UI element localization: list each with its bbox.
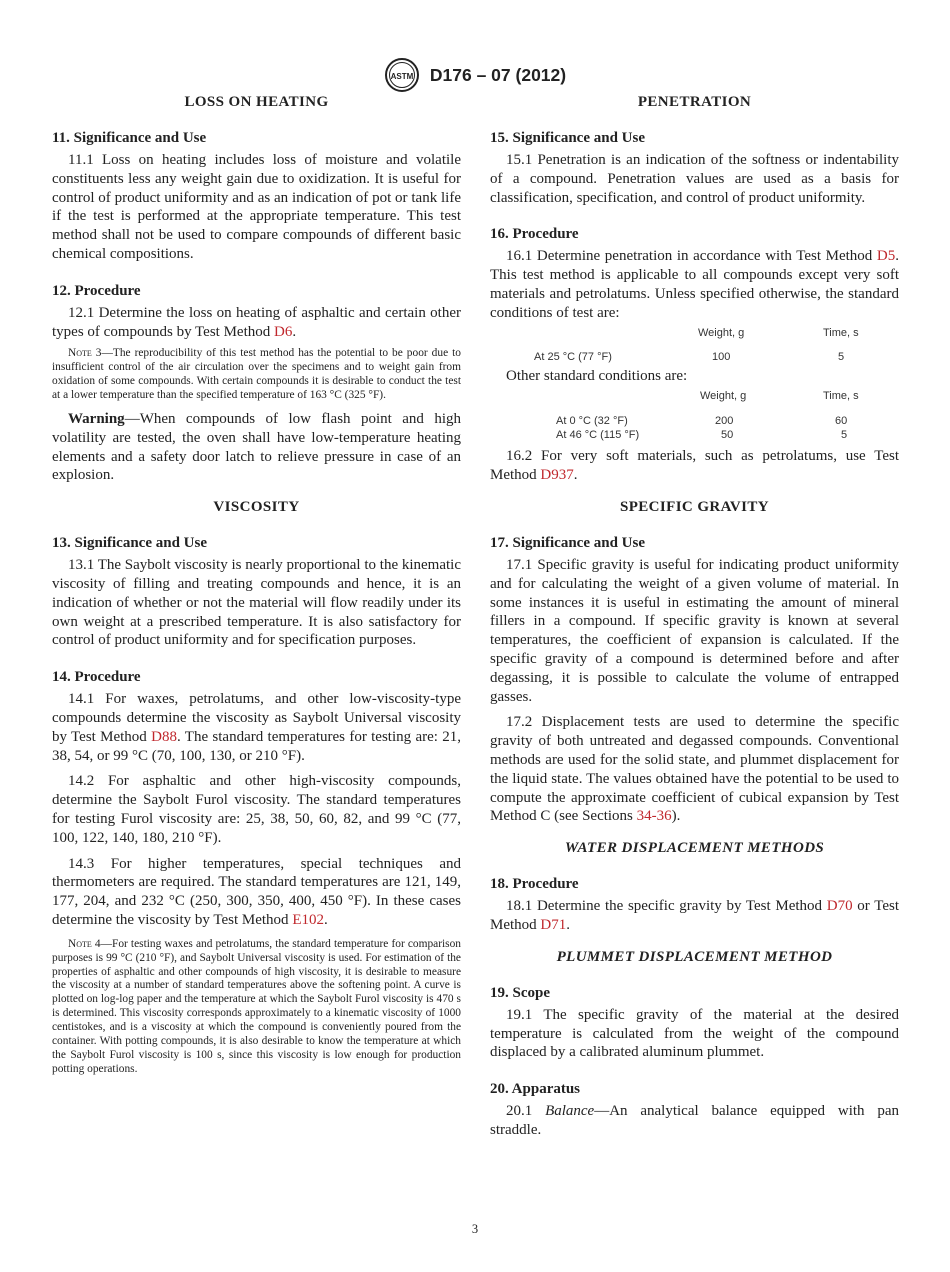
para-19-1: 19.1 The specific gravity of the material at the desired temperature is calculated from the weight of the compound displaced by a calibrated aluminum plummet. xyxy=(490,1006,899,1061)
link-d70[interactable]: D70 xyxy=(826,898,853,915)
link-d88[interactable]: D88 xyxy=(151,728,177,745)
table2-row1-time: 60 xyxy=(835,415,848,428)
para-14-1: 14.1 For waxes, petrolatums, and other low-viscosity-type compounds determine the viscosity as Saybolt Universal viscosity by Test Method D88. The standard temperatures for testing are: 21, 38, 54, or 99 °C (70, 100, 130, or 210 °F). xyxy=(52,691,462,764)
warning-paragraph: Warning—When compounds of low flash point and high volatility are tested, the oven shall have low-temperature heating elements and a safety door latch to relieve pressure in case of an explosion. xyxy=(52,411,461,484)
para-17-2: 17.2 Displacement tests are used to determine the specific gravity of both untreated and degassed compounds. Conventional methods are used for the solid state, and plummet displacement for the liquid state. The values obtained have the potential to be used to compute the approximate coefficient of cubical expansion by Test Method C (see Sections 34-36). xyxy=(490,714,899,825)
para-16-2: 16.2 For very soft materials, such as petrolatums, use Test Method D937. xyxy=(490,448,899,484)
para-15-1: 15.1 Penetration is an indication of the softness or indentability of a compound. Penetration values are used as a basis for classification, specification, and control of product uniformity. xyxy=(490,152,899,206)
section-title-water-displacement: WATER DISPLACEMENT METHODS xyxy=(564,840,825,857)
table2-row1-weight: 200 xyxy=(715,415,734,428)
para-13-1: 13.1 The Saybolt viscosity is nearly proportional to the kinematic viscosity of filling and treating compounds and hence, it is an indication of whether or not the material will flow readily under its own weight at a prescribed temperature. It is also satisfactory for control of product uniformity and for specification purposes. xyxy=(52,557,461,649)
heading-19: 19. Scope xyxy=(490,984,550,1001)
page-number: 3 xyxy=(471,1222,479,1236)
table1-row-weight: 100 xyxy=(712,350,731,363)
table2-row2-weight: 50 xyxy=(721,429,734,442)
link-d5[interactable]: D5 xyxy=(876,248,896,265)
heading-15: 15. Significance and Use xyxy=(490,130,646,146)
table1-row-label: At 25 °C (77 °F) xyxy=(534,350,612,363)
link-sections-34-36[interactable]: 34-36 xyxy=(636,808,672,825)
section-title-plummet-displacement: PLUMMET DISPLACEMENT METHOD xyxy=(556,948,833,965)
link-d6[interactable]: D6 xyxy=(274,323,293,340)
astm-logo-text: ASTM xyxy=(390,72,414,81)
table2-row2-label: At 46 °C (115 °F) xyxy=(556,429,640,442)
right-column xyxy=(490,94,899,1140)
section-title-penetration: PENETRATION xyxy=(637,94,752,110)
heading-18: 18. Procedure xyxy=(490,876,579,893)
para-14-2: 14.2 For asphaltic and other high-viscosity compounds, determine the Saybolt Furol viscosity. The standard temperatures for testing Furol viscosity are: 25, 38, 50, 60, 82, and 99 °C (77, 100, 122, 140, 180, 210 °F). xyxy=(52,773,461,846)
para-12-1: 12.1 Determine the loss on heating of asphaltic and certain other types of compounds by Test Method D6. xyxy=(52,304,461,340)
table1-header-weight: Weight, g xyxy=(698,326,745,339)
section-title-viscosity: VISCOSITY xyxy=(213,499,300,516)
note-4: Note 4—For testing waxes and petrolatums, the standard temperature for comparison purposes is 99 °C (210 °F), and Saybolt Universal viscosity is used. For estimation of the properties of asphaltic and other compounds of high viscosity, it is desirable to measure the viscosity at a number of standard temperatures above the softening point. A curve is plotted on log-log paper and the temperature at which the Saybolt Furol viscosity is 470 s is determined. This viscosity corresponds approximately to a kinematic viscosity of 1000 centistokes, and is a viscosity at which the compound is conveniently poured from the container. With potting compounds, it is also desirable to know the temperature at which the Saybolt Furol viscosity is 100 s, since this viscosity is low enough for production potting operations. xyxy=(52,937,461,1075)
link-e102[interactable]: E102 xyxy=(292,911,324,928)
heading-12: 12. Procedure xyxy=(52,282,141,299)
other-conditions-text: Other standard conditions are: xyxy=(506,367,688,384)
table1-header-time: Time, s xyxy=(823,326,859,339)
link-d937[interactable]: D937 xyxy=(540,467,574,484)
table2-row1-label: At 0 °C (32 °F) xyxy=(556,415,628,428)
para-17-1: 17.1 Specific gravity is useful for indicating product uniformity and for calculating the weight of a given volume of material. In some instances it is useful in estimating the amount of mineral fillers in a compound. If specific gravity is known at several temperatures, the coefficient of expansion is calculated. If the specific gravity of a compound is determined before and after degassing, it is possible to calculate the volume of entrapped gasses. xyxy=(490,556,899,705)
heading-20: 20. Apparatus xyxy=(490,1081,581,1098)
heading-16: 16. Procedure xyxy=(490,226,579,243)
left-column xyxy=(52,94,461,1077)
para-11-1: 11.1 Loss on heating includes loss of moisture and volatile constituents less any weight gain due to oxidization. It is useful for control of product uniformity and as an indication of pot or tank life if the test is performed at the appropriate temperature. This test method shall not be used to compare compounds of different basic chemical compositions. xyxy=(52,152,461,262)
para-16-1: 16.1 Determine penetration in accordance with Test Method D5. This test method is applicable to all compounds except very soft materials and petrolatums. Unless specified otherwise, the standard conditions of test are: xyxy=(490,248,899,321)
page-header xyxy=(0,57,950,93)
para-18-1: 18.1 Determine the specific gravity by Test Method D70 or Test Method D71. xyxy=(490,898,899,933)
conditions-table-1 xyxy=(490,323,899,367)
para-14-3: 14.3 For higher temperatures, special techniques and thermometers are required. The standard temperatures are 121, 149, 177, 204, and 232 °C (250, 300, 350, 400, 450 °F). In these cases determine the viscosity by Test Method E102. xyxy=(52,855,461,928)
section-title-loss-on-heating: LOSS ON HEATING xyxy=(184,94,329,110)
link-d71[interactable]: D71 xyxy=(540,916,567,933)
note-3: Note 3—The reproducibility of this test method has the potential to be poor due to insufficient control of the air circulation over the specimens and to weight gain from oxidation of some compounds. With certain compounds it is desirable to conduct the test at a lower temperature than the specified temperature of 163 °C (325 °F). xyxy=(52,347,461,402)
table2-header-weight: Weight, g xyxy=(700,390,747,403)
table2-row2-time: 5 xyxy=(841,429,848,442)
section-title-specific-gravity: SPECIFIC GRAVITY xyxy=(619,498,770,515)
conditions-table-2 xyxy=(490,385,899,447)
heading-17: 17. Significance and Use xyxy=(490,534,646,551)
document-code: D176 – 07 (2012) xyxy=(429,64,567,85)
table2-header-time: Time, s xyxy=(823,390,859,403)
table1-row-time: 5 xyxy=(838,350,845,363)
para-20-1: 20.1 Balance—An analytical balance equipped with pan straddle. xyxy=(490,1103,899,1138)
heading-14: 14. Procedure xyxy=(52,669,141,686)
heading-11: 11. Significance and Use xyxy=(52,130,207,146)
heading-13: 13. Significance and Use xyxy=(52,535,208,552)
astm-logo-icon xyxy=(384,57,420,93)
